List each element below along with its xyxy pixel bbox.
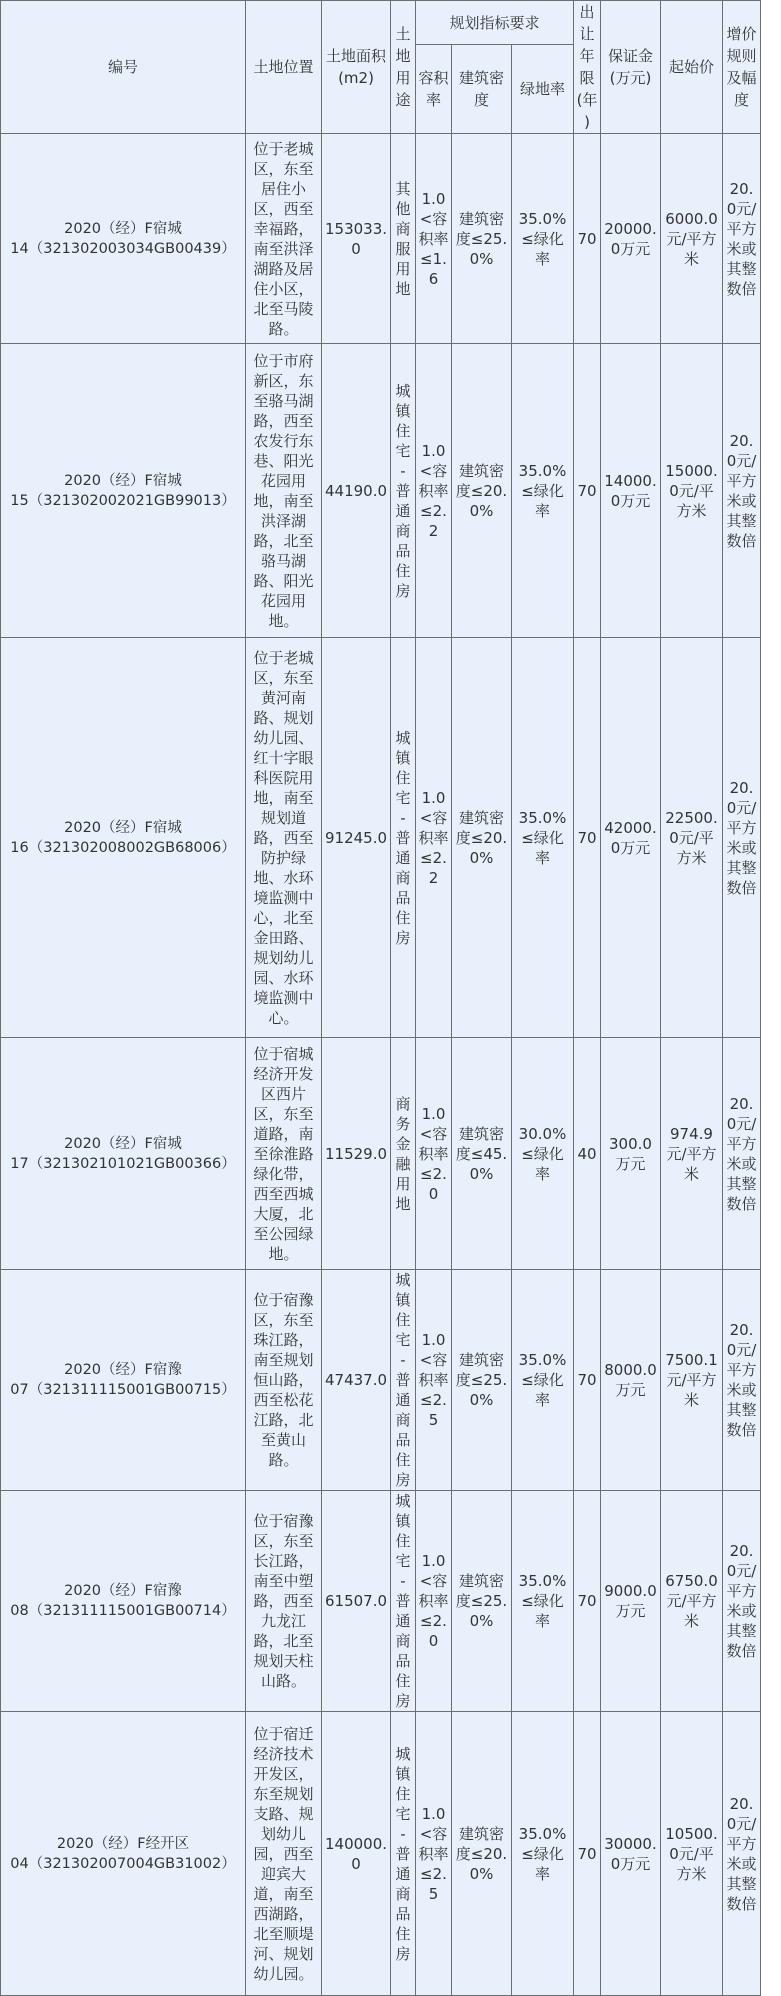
parcel-code: 2020（经）F宿城 17（321302101021GB00366） [1,1038,246,1270]
parcel-green: 35.0%≤绿化率 [512,1712,574,1996]
parcel-location: 位于宿城经济开发区西片区，东至道路，南至徐淮路绿化带，西至西城大厦，北至公园绿地。 [246,1038,322,1270]
parcel-green: 35.0%≤绿化率 [512,134,574,344]
parcel-term: 70 [574,1270,601,1491]
parcel-start-price: 7500.1元/平方米 [661,1270,723,1491]
parcel-start-price: 6000.0元/平方米 [661,134,723,344]
parcel-start-price: 15000.0元/平方米 [661,344,723,638]
parcel-density: 建筑密度≤20.0% [452,344,512,638]
parcel-increment: 20.0元/平方米或其整数倍 [723,1270,761,1491]
parcel-green: 30.0%≤绿化率 [512,1038,574,1270]
parcel-location: 位于宿豫区，东至长江路，南至中塑路，西至九龙江路，北至规划天柱山路。 [246,1491,322,1712]
parcel-density: 建筑密度≤25.0% [452,1270,512,1491]
parcel-location: 位于老城区，东至黄河南路、规划幼儿园、红十字眼科医院用地，南至规划道路，西至防护绿地、水环境监测中心，北至金田路、规划幼儿园、水环境监测中心。 [246,638,322,1038]
parcel-far: 1.0<容积率≤2.2 [416,344,452,638]
parcel-density: 建筑密度≤25.0% [452,134,512,344]
parcel-term: 70 [574,344,601,638]
parcel-area: 140000.0 [322,1712,391,1996]
parcel-start-price: 6750.0元/平方米 [661,1491,723,1712]
header-start-price: 起始价 [661,1,723,134]
parcel-density: 建筑密度≤20.0% [452,1712,512,1996]
header-density: 建筑密度 [452,45,512,134]
parcel-area: 153033.0 [322,134,391,344]
parcel-density: 建筑密度≤20.0% [452,638,512,1038]
parcel-term: 70 [574,638,601,1038]
parcel-location: 位于宿迁经济技术开发区，东至规划支路、规划幼儿园，西至迎宾大道，南至西湖路，北至顺堤河、规划幼儿园。 [246,1712,322,1996]
table-row [1,1038,761,1270]
header-planning: 规划指标要求 [416,1,574,45]
parcel-term: 40 [574,1038,601,1270]
parcel-start-price: 22500.0元/平方米 [661,638,723,1038]
parcel-far: 1.0<容积率≤1.6 [416,134,452,344]
parcel-far: 1.0<容积率≤2.2 [416,638,452,1038]
parcel-usage: 商务金融用地 [391,1038,416,1270]
parcel-deposit: 30000.0万元 [601,1712,661,1996]
parcel-usage: 城镇住宅-普通商品住房 [391,344,416,638]
parcel-increment: 20.0元/平方米或其整数倍 [723,638,761,1038]
parcel-far: 1.0<容积率≤2.5 [416,1270,452,1491]
parcel-usage: 城镇住宅-普通商品住房 [391,1491,416,1712]
parcel-start-price: 974.9元/平方米 [661,1038,723,1270]
parcel-usage: 城镇住宅-普通商品住房 [391,638,416,1038]
parcel-area: 61507.0 [322,1491,391,1712]
parcel-deposit: 8000.0万元 [601,1270,661,1491]
parcel-code: 2020（经）F经开区 04（321302007004GB31002） [1,1712,246,1996]
table-row [1,134,761,344]
page-margin [762,0,781,1963]
parcel-deposit: 14000.0万元 [601,344,661,638]
header-term: 出让年限(年) [574,1,601,134]
table-row [1,1712,761,1996]
parcel-code: 2020（经）F宿豫 07（321311115001GB00715） [1,1270,246,1491]
parcel-location: 位于老城区，东至居住小区，西至幸福路，南至洪泽湖路及居住小区，北至马陵路。 [246,134,322,344]
parcel-green: 35.0%≤绿化率 [512,638,574,1038]
parcel-deposit: 300.0万元 [601,1038,661,1270]
table-row [1,344,761,638]
table-row [1,1270,761,1491]
parcel-increment: 20.0元/平方米或其整数倍 [723,134,761,344]
header-code: 编号 [1,1,246,134]
parcel-far: 1.0<容积率≤2.0 [416,1491,452,1712]
parcel-green: 35.0%≤绿化率 [512,1270,574,1491]
parcel-increment: 20.0元/平方米或其整数倍 [723,344,761,638]
parcel-density: 建筑密度≤25.0% [452,1491,512,1712]
parcel-density: 建筑密度≤45.0% [452,1038,512,1270]
parcel-term: 70 [574,1712,601,1996]
parcel-deposit: 20000.0万元 [601,134,661,344]
header-location: 土地位置 [246,1,322,134]
parcel-term: 70 [574,1491,601,1712]
parcel-term: 70 [574,134,601,344]
parcel-area: 11529.0 [322,1038,391,1270]
parcel-far: 1.0<容积率≤2.0 [416,1038,452,1270]
parcel-code: 2020（经）F宿豫 08（321311115001GB00714） [1,1491,246,1712]
header-green: 绿地率 [512,45,574,134]
parcel-location: 位于宿豫区，东至珠江路，南至规划恒山路，西至松花江路，北至黄山路。 [246,1270,322,1491]
parcel-usage: 城镇住宅-普通商品住房 [391,1712,416,1996]
parcel-code: 2020（经）F宿城 14（321302003034GB00439） [1,134,246,344]
parcel-usage: 城镇住宅-普通商品住房 [391,1270,416,1491]
parcel-start-price: 10500.0元/平方米 [661,1712,723,1996]
parcel-deposit: 9000.0万元 [601,1491,661,1712]
parcel-green: 35.0%≤绿化率 [512,1491,574,1712]
parcel-deposit: 42000.0万元 [601,638,661,1038]
parcel-green: 35.0%≤绿化率 [512,344,574,638]
header-far: 容积率 [416,45,452,134]
parcel-area: 47437.0 [322,1270,391,1491]
header-area: 土地面积(m2) [322,1,391,134]
parcel-area: 91245.0 [322,638,391,1038]
parcel-usage: 其他商服用地 [391,134,416,344]
parcel-increment: 20.0元/平方米或其整数倍 [723,1038,761,1270]
parcel-code: 2020（经）F宿城 15（321302002021GB99013） [1,344,246,638]
parcel-increment: 20.0元/平方米或其整数倍 [723,1712,761,1996]
parcel-increment: 20.0元/平方米或其整数倍 [723,1491,761,1712]
parcel-area: 44190.0 [322,344,391,638]
parcel-location: 位于市府新区，东至骆马湖路，西至农发行东巷、阳光花园用地，南至洪泽湖路，北至骆马湖路、阳光花园用地。 [246,344,322,638]
header-usage: 土地用途 [391,1,416,134]
table-row [1,638,761,1038]
table-row [1,1491,761,1712]
header-deposit: 保证金(万元) [601,1,661,134]
parcel-code: 2020（经）F宿城 16（321302008002GB68006） [1,638,246,1038]
parcel-far: 1.0<容积率≤2.5 [416,1712,452,1996]
header-increment: 增价规则及幅度 [723,1,761,134]
